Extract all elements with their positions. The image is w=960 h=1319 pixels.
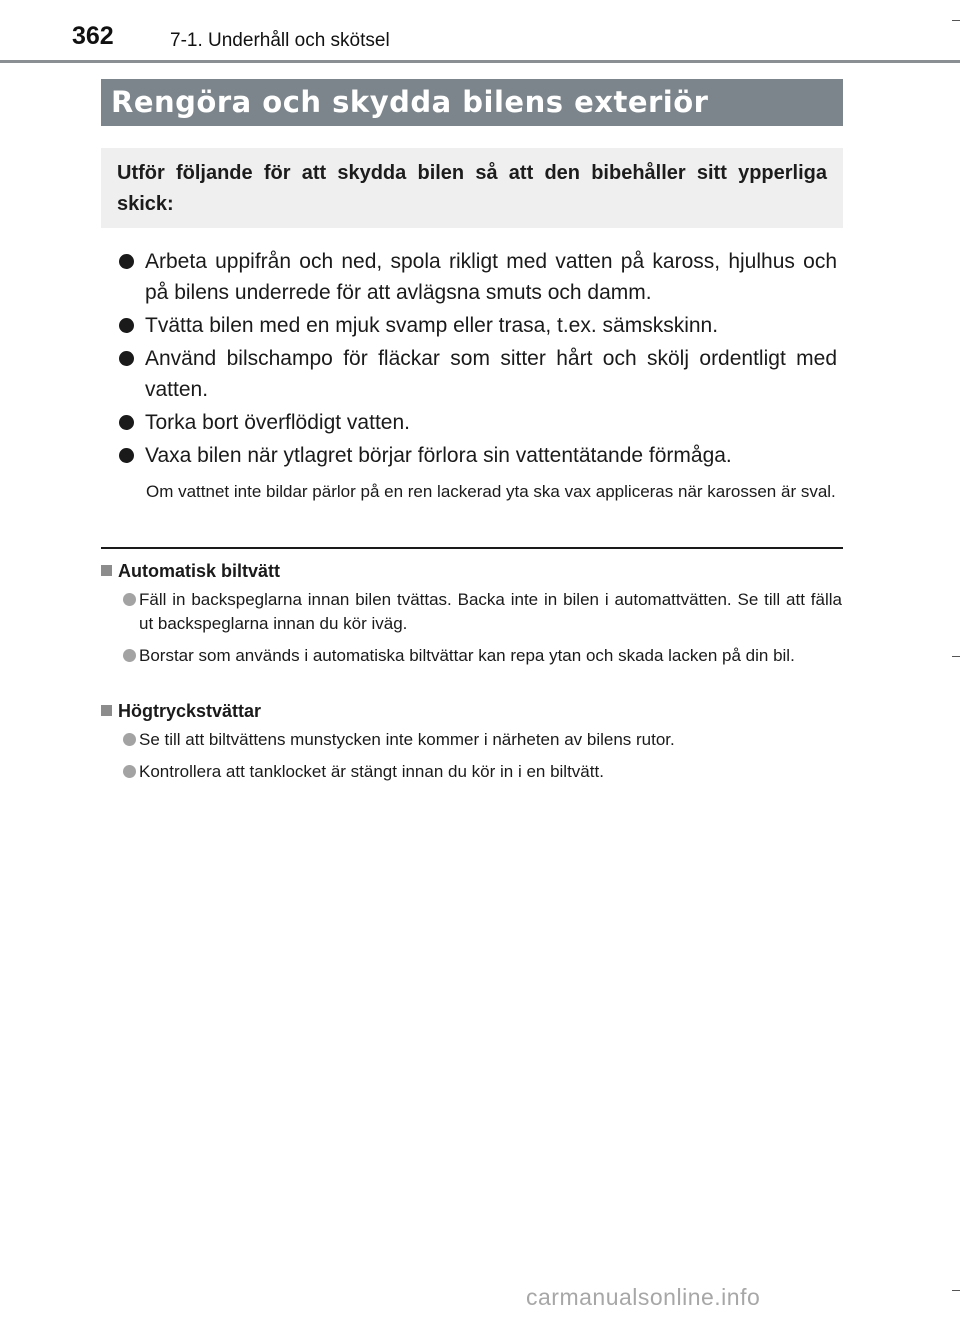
sub-list-item: [123, 644, 842, 668]
section-heading-text: Högtryckstvättar: [118, 701, 262, 721]
sub-list-item: [123, 588, 842, 636]
list-item-text: Torka bort överflödigt vatten.: [145, 411, 410, 434]
list-item: [119, 440, 837, 471]
sub-list-item: [123, 728, 842, 752]
section-heading-automatic-wash: [101, 559, 280, 583]
main-list: [119, 246, 837, 473]
crop-mark: [952, 656, 960, 657]
list-item-text: Använd bilschampo för fläckar som sitter hårt och skölj ordentligt med vatten.: [145, 347, 837, 401]
square-bullet-icon: [101, 705, 112, 716]
list-item: [119, 310, 837, 341]
list-item: [119, 343, 837, 405]
bullet-icon: [123, 593, 136, 606]
bullet-icon: [123, 733, 136, 746]
sub-list-item-text: Kontrollera att tanklocket är stängt innan du kör in i en biltvätt.: [139, 762, 604, 781]
sub-list-item: [123, 760, 842, 784]
page-title-bar: [101, 79, 843, 126]
list-item: [119, 407, 837, 438]
sub-list-item-text: Se till att biltvättens munstycken inte kommer i närheten av bilens rutor.: [139, 730, 675, 749]
list-item: [119, 246, 837, 308]
list-item-text: Tvätta bilen med en mjuk svamp eller trasa, t.ex. sämskskinn.: [145, 314, 719, 337]
intro-text: Utför följande för att skydda bilen så att den bibehåller sitt ypperliga skick:: [117, 162, 827, 215]
list-item-text: Arbeta uppifrån och ned, spola rikligt med vatten på kaross, hjulhus och på bilens underrede för att avlägsna smuts och damm.: [145, 250, 837, 304]
sub-list-item-text: Borstar som används i automatiska biltvättar kan repa ytan och skada lacken på din bil.: [139, 646, 795, 665]
intro-box: [101, 148, 843, 228]
watermark: carmanualsonline.info: [526, 1284, 761, 1310]
bullet-icon: [119, 318, 134, 333]
square-bullet-icon: [101, 565, 112, 576]
page-title: Rengöra och skydda bilens exteriör: [111, 85, 709, 119]
bullet-icon: [123, 649, 136, 662]
wax-note: Om vattnet inte bildar pärlor på en ren lackerad yta ska vax appliceras när karossen är sval.: [146, 482, 836, 501]
crop-mark: [952, 20, 960, 21]
page-number: 362: [72, 22, 114, 50]
bullet-icon: [119, 351, 134, 366]
section-title: 7-1. Underhåll och skötsel: [170, 30, 390, 51]
list-item-text: Vaxa bilen när ytlagret börjar förlora sin vattentätande förmåga.: [145, 444, 732, 467]
section-heading-text: Automatisk biltvätt: [118, 561, 281, 581]
bullet-icon: [119, 448, 134, 463]
section-divider: [101, 547, 843, 549]
bullet-icon: [123, 765, 136, 778]
section-heading-pressure-washer: [101, 699, 261, 723]
sub-list-item-text: Fäll in backspeglarna innan bilen tvättas. Backa inte in bilen i automattvätten. Se till att fälla ut backspeglarna innan du kör iväg.: [139, 590, 842, 633]
header-rule: [0, 60, 960, 63]
bullet-icon: [119, 254, 134, 269]
bullet-icon: [119, 415, 134, 430]
crop-mark: [952, 1290, 960, 1291]
